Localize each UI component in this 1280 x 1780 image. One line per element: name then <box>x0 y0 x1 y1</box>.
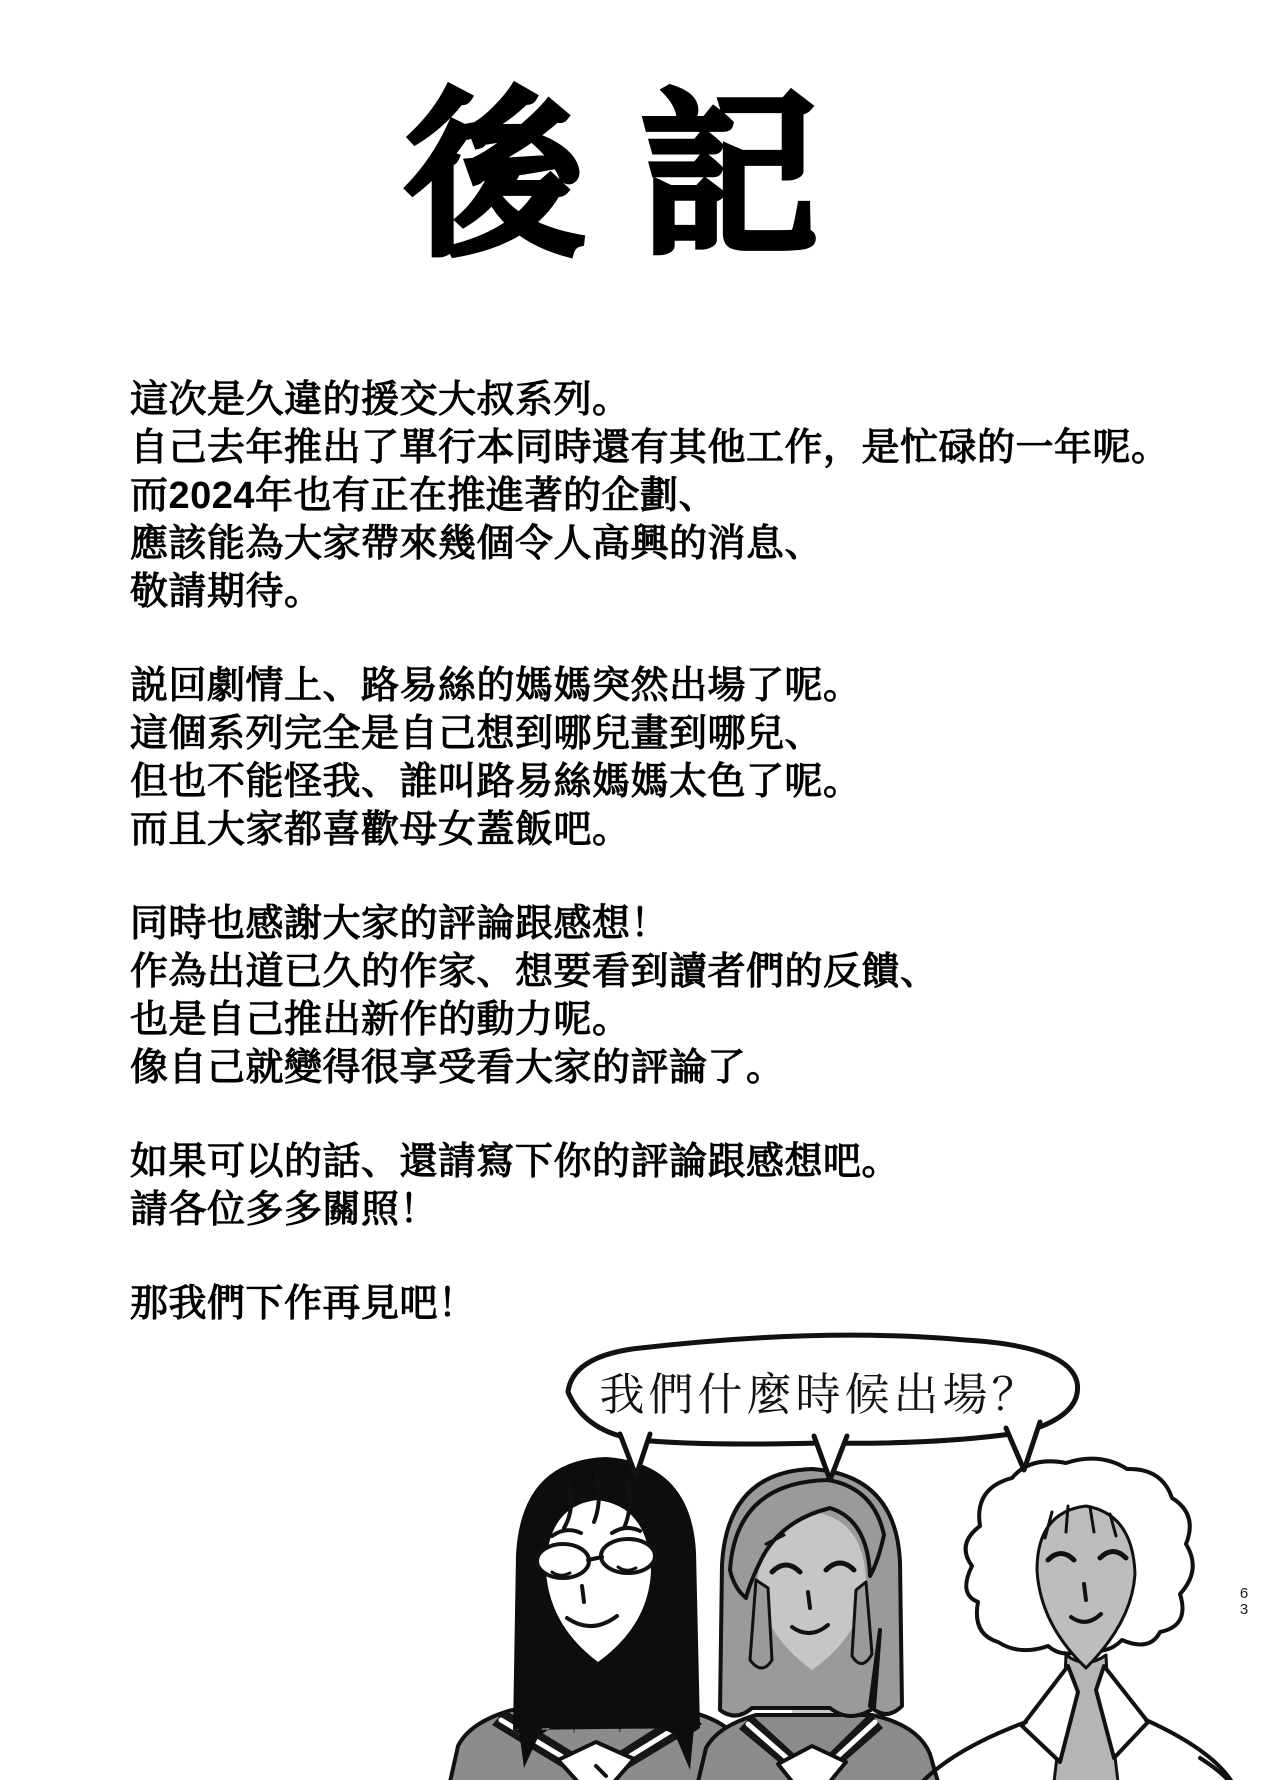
right-person-arm-line <box>1200 1758 1238 1780</box>
text-line: 那我們下作再見吧！ <box>130 1283 477 1325</box>
text-line: 但也不能怪我、誰叫路易絲媽媽太色了呢。 <box>130 761 862 803</box>
paragraph-1 <box>130 376 1230 616</box>
character-illustration <box>400 1330 1280 1780</box>
right-person-hairline-strand <box>1066 1506 1068 1532</box>
text-line: 這次是久違的援交大叔系列。 <box>130 379 631 421</box>
speech-bubble <box>568 1335 1078 1480</box>
page-number-digit-bottom: 3 <box>1239 1601 1249 1618</box>
left-girl-glasses-right-lens <box>601 1539 655 1573</box>
left-girl-nose <box>582 1586 584 1602</box>
right-person-shoulder-left <box>922 1722 1026 1780</box>
right-person-nose <box>1084 1584 1086 1600</box>
page-number <box>1232 1586 1256 1618</box>
text-line: 而2024年也有正在推進著的企劃、 <box>130 475 718 517</box>
text-line: 作為出道已久的作家、想要看到讀者們的反饋、 <box>130 951 939 993</box>
text-line: 同時也感謝大家的評論跟感想！ <box>130 903 670 945</box>
text-line: 如果可以的話、還請寫下你的評論跟感想吧。 <box>130 1141 901 1183</box>
paragraph-3 <box>130 900 1230 1092</box>
text-line: 説回劇情上、路易絲的媽媽突然出場了呢。 <box>130 665 862 707</box>
page-title: 後記 <box>406 77 874 276</box>
left-girl-glasses-left-lens <box>537 1544 589 1578</box>
afterword-text-block <box>130 376 1230 1374</box>
text-line: 請各位多多關照！ <box>130 1189 439 1231</box>
text-line: 像自己就變得很享受看大家的評論了。 <box>130 1047 785 1089</box>
text-line: 這個系列完全是自己想到哪兒畫到哪兒、 <box>130 713 824 755</box>
page-number-digit-top: 6 <box>1239 1585 1249 1602</box>
text-line: 自己去年推出了單行本同時還有其他工作，是忙碌的一年呢。 <box>130 427 1170 469</box>
paragraph-4 <box>130 1138 1230 1234</box>
text-line: 敬請期待。 <box>130 571 323 613</box>
paragraph-2 <box>130 662 1230 854</box>
right-person-curly-hair <box>922 1459 1238 1780</box>
middle-girl-gray-hair <box>698 1469 938 1780</box>
text-line: 應該能為大家帶來幾個令人高興的消息、 <box>130 523 824 565</box>
middle-girl-nose <box>808 1592 810 1608</box>
left-girl-black-hair-glasses <box>450 1457 752 1780</box>
paragraph-5 <box>130 1280 1230 1328</box>
speech-bubble-text: 我們什麼時候出場？ <box>599 1369 1041 1420</box>
text-line: 而且大家都喜歡母女蓋飯吧。 <box>130 809 631 851</box>
text-line: 也是自己推出新作的動力呢。 <box>130 999 631 1041</box>
